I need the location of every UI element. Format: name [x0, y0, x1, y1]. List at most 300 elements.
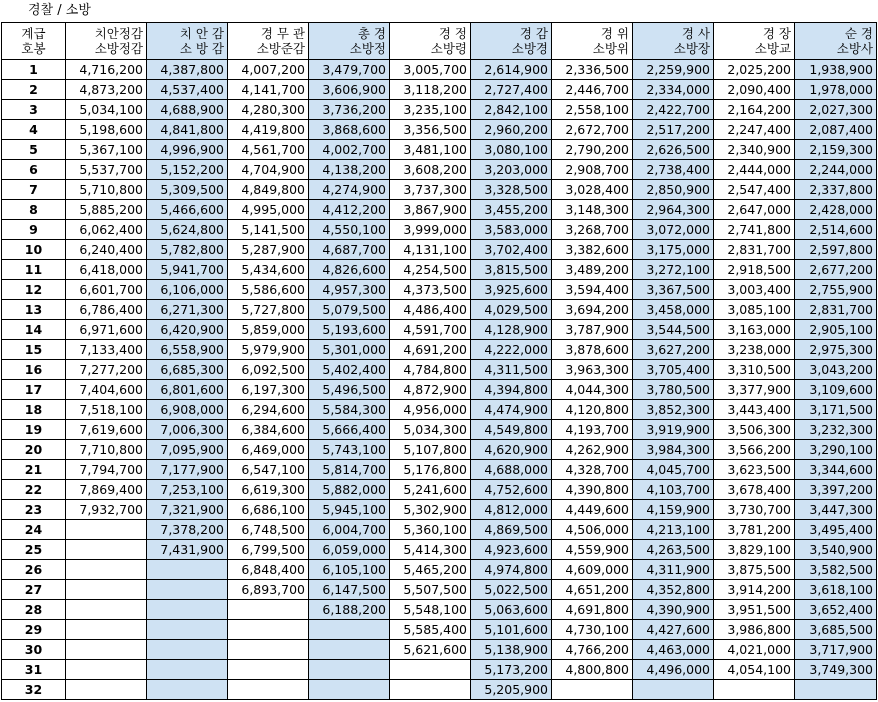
table-row [2, 500, 877, 520]
salary-cell: 5,585,400 [390, 620, 471, 640]
header-rank-2 [147, 23, 228, 60]
salary-cell [147, 680, 228, 700]
header-rank-9 [714, 23, 795, 60]
salary-cell: 3,489,200 [552, 260, 633, 280]
step-cell: 29 [2, 620, 66, 640]
salary-cell: 3,618,100 [795, 580, 877, 600]
salary-cell: 4,826,600 [309, 260, 390, 280]
salary-cell: 7,006,300 [147, 420, 228, 440]
salary-cell: 5,548,100 [390, 600, 471, 620]
salary-cell: 2,647,000 [714, 200, 795, 220]
table-row [2, 320, 877, 340]
salary-cell: 7,794,700 [66, 460, 147, 480]
salary-cell: 2,626,500 [633, 140, 714, 160]
salary-cell: 6,971,600 [66, 320, 147, 340]
salary-cell: 3,878,600 [552, 340, 633, 360]
table-row [2, 640, 877, 660]
salary-cell: 5,743,100 [309, 440, 390, 460]
salary-cell: 2,090,400 [714, 80, 795, 100]
salary-cell: 4,128,900 [471, 320, 552, 340]
salary-cell: 5,666,400 [309, 420, 390, 440]
header-line-2: 소방정 [349, 41, 386, 56]
salary-cell: 7,619,600 [66, 420, 147, 440]
salary-cell: 2,025,200 [714, 60, 795, 80]
salary-cell: 4,373,500 [390, 280, 471, 300]
salary-cell: 4,716,200 [66, 60, 147, 80]
salary-cell: 3,118,200 [390, 80, 471, 100]
salary-cell: 3,736,200 [309, 100, 390, 120]
step-cell: 13 [2, 300, 66, 320]
salary-cell: 5,507,500 [390, 580, 471, 600]
table-row [2, 80, 877, 100]
salary-cell: 7,321,900 [147, 500, 228, 520]
table-row [2, 380, 877, 400]
salary-cell: 7,253,100 [147, 480, 228, 500]
salary-cell: 3,868,600 [309, 120, 390, 140]
salary-cell [147, 640, 228, 660]
salary-cell: 4,550,100 [309, 220, 390, 240]
salary-cell: 4,390,800 [552, 480, 633, 500]
salary-cell: 4,486,400 [390, 300, 471, 320]
salary-cell: 3,272,100 [633, 260, 714, 280]
salary-cell: 6,092,500 [228, 360, 309, 380]
header-rank-5 [390, 23, 471, 60]
salary-cell: 2,558,100 [552, 100, 633, 120]
header-line-1: 경 사 [681, 26, 710, 41]
salary-cell [147, 660, 228, 680]
salary-cell: 4,869,500 [471, 520, 552, 540]
header-line-1: 경 감 [519, 26, 548, 41]
table-row [2, 660, 877, 680]
salary-cell: 3,290,100 [795, 440, 877, 460]
salary-cell: 4,849,800 [228, 180, 309, 200]
salary-cell: 3,367,500 [633, 280, 714, 300]
salary-cell: 5,466,600 [147, 200, 228, 220]
salary-cell: 5,367,100 [66, 140, 147, 160]
salary-cell: 2,514,600 [795, 220, 877, 240]
salary-cell: 4,222,000 [471, 340, 552, 360]
salary-cell: 4,262,900 [552, 440, 633, 460]
salary-cell: 3,566,200 [714, 440, 795, 460]
header-rank-10 [795, 23, 877, 60]
table-row [2, 60, 877, 80]
salary-cell: 4,007,200 [228, 60, 309, 80]
salary-cell: 3,171,500 [795, 400, 877, 420]
table-row [2, 200, 877, 220]
salary-cell: 2,336,500 [552, 60, 633, 80]
header-line-2: 소방준감 [256, 41, 305, 56]
salary-cell: 6,686,100 [228, 500, 309, 520]
table-row [2, 340, 877, 360]
step-cell: 9 [2, 220, 66, 240]
salary-cell [309, 640, 390, 660]
salary-cell: 6,004,700 [309, 520, 390, 540]
header-line-1: 경 장 [762, 26, 791, 41]
salary-cell: 4,688,000 [471, 460, 552, 480]
salary-cell: 6,799,500 [228, 540, 309, 560]
salary-cell: 6,059,000 [309, 540, 390, 560]
salary-cell: 2,850,900 [633, 180, 714, 200]
salary-cell: 5,814,700 [309, 460, 390, 480]
salary-cell: 3,678,400 [714, 480, 795, 500]
salary-cell: 7,431,900 [147, 540, 228, 560]
salary-cell: 4,559,900 [552, 540, 633, 560]
salary-cell: 4,800,800 [552, 660, 633, 680]
salary-cell: 4,463,000 [633, 640, 714, 660]
salary-cell: 3,109,600 [795, 380, 877, 400]
table-body [2, 60, 877, 700]
salary-cell: 2,517,200 [633, 120, 714, 140]
step-cell: 5 [2, 140, 66, 160]
salary-cell: 2,918,500 [714, 260, 795, 280]
header-line-1: 경 무 관 [260, 26, 305, 41]
table-row [2, 440, 877, 460]
salary-cell: 5,859,000 [228, 320, 309, 340]
salary-cell: 4,620,900 [471, 440, 552, 460]
salary-cell [66, 680, 147, 700]
salary-cell: 4,609,000 [552, 560, 633, 580]
salary-cell: 6,786,400 [66, 300, 147, 320]
salary-cell: 5,979,900 [228, 340, 309, 360]
salary-cell: 7,133,400 [66, 340, 147, 360]
salary-cell: 3,544,500 [633, 320, 714, 340]
header-line-2: 소방교 [754, 41, 791, 56]
salary-cell [309, 680, 390, 700]
salary-cell: 3,749,300 [795, 660, 877, 680]
step-cell: 18 [2, 400, 66, 420]
salary-cell: 5,063,600 [471, 600, 552, 620]
step-cell: 16 [2, 360, 66, 380]
salary-cell: 4,784,800 [390, 360, 471, 380]
salary-cell: 4,054,100 [714, 660, 795, 680]
salary-cell: 6,748,500 [228, 520, 309, 540]
salary-cell: 4,691,800 [552, 600, 633, 620]
step-cell: 28 [2, 600, 66, 620]
salary-cell [228, 680, 309, 700]
step-cell: 1 [2, 60, 66, 80]
salary-cell: 3,203,000 [471, 160, 552, 180]
salary-cell: 4,561,700 [228, 140, 309, 160]
salary-cell: 4,002,700 [309, 140, 390, 160]
salary-cell: 3,377,900 [714, 380, 795, 400]
salary-cell: 4,996,900 [147, 140, 228, 160]
salary-cell: 3,310,500 [714, 360, 795, 380]
header-line-2: 소방사 [836, 41, 873, 56]
salary-cell [714, 680, 795, 700]
salary-cell: 4,651,200 [552, 580, 633, 600]
table-row [2, 580, 877, 600]
salary-cell: 4,873,200 [66, 80, 147, 100]
salary-cell: 5,496,500 [309, 380, 390, 400]
step-cell: 31 [2, 660, 66, 680]
salary-cell: 4,141,700 [228, 80, 309, 100]
salary-cell: 4,254,500 [390, 260, 471, 280]
salary-cell: 4,496,000 [633, 660, 714, 680]
salary-cell: 5,727,800 [228, 300, 309, 320]
salary-cell: 5,301,000 [309, 340, 390, 360]
salary-cell: 3,356,500 [390, 120, 471, 140]
salary-cell: 2,842,100 [471, 100, 552, 120]
salary-cell: 3,852,300 [633, 400, 714, 420]
table-row [2, 180, 877, 200]
step-cell: 11 [2, 260, 66, 280]
salary-cell [309, 660, 390, 680]
salary-cell: 5,079,500 [309, 300, 390, 320]
salary-cell: 6,547,100 [228, 460, 309, 480]
step-cell: 27 [2, 580, 66, 600]
salary-cell: 4,841,800 [147, 120, 228, 140]
salary-cell: 3,005,700 [390, 60, 471, 80]
salary-cell [309, 620, 390, 640]
salary-cell: 2,672,700 [552, 120, 633, 140]
salary-cell: 2,247,400 [714, 120, 795, 140]
salary-cell [66, 620, 147, 640]
salary-cell: 3,232,300 [795, 420, 877, 440]
salary-cell: 3,443,400 [714, 400, 795, 420]
header-line-2: 호봉 [21, 41, 46, 56]
salary-cell: 5,584,300 [309, 400, 390, 420]
salary-cell: 5,710,800 [66, 180, 147, 200]
salary-cell: 4,045,700 [633, 460, 714, 480]
salary-cell: 6,848,400 [228, 560, 309, 580]
salary-cell: 4,752,600 [471, 480, 552, 500]
salary-cell: 3,382,600 [552, 240, 633, 260]
salary-cell: 5,198,600 [66, 120, 147, 140]
salary-cell: 3,652,400 [795, 600, 877, 620]
salary-cell: 3,163,000 [714, 320, 795, 340]
salary-cell: 2,340,900 [714, 140, 795, 160]
salary-cell: 3,028,400 [552, 180, 633, 200]
salary-cell: 3,705,400 [633, 360, 714, 380]
salary-cell: 2,614,900 [471, 60, 552, 80]
salary-cell [633, 680, 714, 700]
step-cell: 6 [2, 160, 66, 180]
step-cell: 25 [2, 540, 66, 560]
salary-cell: 2,727,400 [471, 80, 552, 100]
table-row [2, 120, 877, 140]
salary-cell: 4,394,800 [471, 380, 552, 400]
step-cell: 32 [2, 680, 66, 700]
salary-cell: 7,277,200 [66, 360, 147, 380]
salary-cell: 4,044,300 [552, 380, 633, 400]
salary-cell: 4,159,900 [633, 500, 714, 520]
salary-cell: 4,549,800 [471, 420, 552, 440]
header-rank-7 [552, 23, 633, 60]
salary-cell: 6,384,600 [228, 420, 309, 440]
salary-cell: 4,704,900 [228, 160, 309, 180]
header-line-1: 순 경 [844, 26, 873, 41]
salary-cell: 3,175,000 [633, 240, 714, 260]
salary-cell: 2,975,300 [795, 340, 877, 360]
salary-cell: 4,474,900 [471, 400, 552, 420]
salary-cell: 2,908,700 [552, 160, 633, 180]
salary-cell: 4,274,900 [309, 180, 390, 200]
salary-cell: 5,287,900 [228, 240, 309, 260]
salary-cell: 3,867,900 [390, 200, 471, 220]
salary-cell: 6,420,900 [147, 320, 228, 340]
salary-cell: 6,105,100 [309, 560, 390, 580]
salary-cell: 6,558,900 [147, 340, 228, 360]
salary-cell: 3,606,900 [309, 80, 390, 100]
salary-cell: 3,986,800 [714, 620, 795, 640]
salary-cell: 5,885,200 [66, 200, 147, 220]
header-rank-1 [66, 23, 147, 60]
salary-cell [228, 620, 309, 640]
salary-cell: 5,022,500 [471, 580, 552, 600]
step-cell: 12 [2, 280, 66, 300]
salary-cell: 4,995,000 [228, 200, 309, 220]
salary-cell: 4,591,700 [390, 320, 471, 340]
salary-cell: 5,107,800 [390, 440, 471, 460]
salary-cell: 2,547,400 [714, 180, 795, 200]
salary-cell: 4,730,100 [552, 620, 633, 640]
salary-cell: 6,062,400 [66, 220, 147, 240]
salary-cell: 6,418,000 [66, 260, 147, 280]
table-row [2, 160, 877, 180]
salary-cell: 4,280,300 [228, 100, 309, 120]
salary-cell: 7,378,200 [147, 520, 228, 540]
table-row [2, 480, 877, 500]
salary-cell: 4,138,200 [309, 160, 390, 180]
salary-cell: 6,619,300 [228, 480, 309, 500]
header-rank-8 [633, 23, 714, 60]
salary-cell: 6,685,300 [147, 360, 228, 380]
header-line-1: 경 위 [600, 26, 629, 41]
step-cell: 20 [2, 440, 66, 460]
salary-cell: 2,831,700 [795, 300, 877, 320]
salary-cell: 4,506,000 [552, 520, 633, 540]
salary-cell: 3,583,000 [471, 220, 552, 240]
step-cell: 23 [2, 500, 66, 520]
step-cell: 17 [2, 380, 66, 400]
salary-cell: 6,908,000 [147, 400, 228, 420]
step-cell: 24 [2, 520, 66, 540]
table-row [2, 540, 877, 560]
salary-cell: 3,787,900 [552, 320, 633, 340]
salary-cell: 5,586,600 [228, 280, 309, 300]
salary-cell: 3,815,500 [471, 260, 552, 280]
salary-cell: 3,829,100 [714, 540, 795, 560]
salary-cell: 3,999,000 [390, 220, 471, 240]
step-cell: 21 [2, 460, 66, 480]
salary-cell: 3,717,900 [795, 640, 877, 660]
header-line-2: 소방경 [511, 41, 548, 56]
salary-cell: 6,271,300 [147, 300, 228, 320]
header-line-2: 소방장 [673, 41, 710, 56]
salary-cell: 7,932,700 [66, 500, 147, 520]
salary-cell: 4,103,700 [633, 480, 714, 500]
salary-cell: 3,919,900 [633, 420, 714, 440]
salary-cell [66, 560, 147, 580]
salary-cell: 4,449,600 [552, 500, 633, 520]
salary-cell: 3,925,600 [471, 280, 552, 300]
salary-cell: 2,164,200 [714, 100, 795, 120]
salary-cell: 3,072,000 [633, 220, 714, 240]
salary-cell: 1,938,900 [795, 60, 877, 80]
salary-cell: 4,390,900 [633, 600, 714, 620]
salary-cell: 1,978,000 [795, 80, 877, 100]
header-grade-step [2, 23, 66, 60]
salary-table [1, 22, 877, 700]
step-cell: 2 [2, 80, 66, 100]
salary-cell: 4,419,800 [228, 120, 309, 140]
salary-cell: 5,302,900 [390, 500, 471, 520]
salary-cell: 4,766,200 [552, 640, 633, 660]
salary-cell: 5,402,400 [309, 360, 390, 380]
salary-cell [390, 660, 471, 680]
salary-cell: 3,781,200 [714, 520, 795, 540]
salary-cell: 3,963,300 [552, 360, 633, 380]
salary-cell: 2,755,900 [795, 280, 877, 300]
salary-cell [228, 660, 309, 680]
step-cell: 15 [2, 340, 66, 360]
salary-cell [66, 640, 147, 660]
salary-cell: 5,205,900 [471, 680, 552, 700]
header-line-2: 소방위 [592, 41, 629, 56]
salary-cell: 7,404,600 [66, 380, 147, 400]
salary-cell [147, 600, 228, 620]
salary-cell [66, 540, 147, 560]
salary-cell: 4,812,000 [471, 500, 552, 520]
salary-cell [66, 580, 147, 600]
step-cell: 3 [2, 100, 66, 120]
table-row [2, 100, 877, 120]
header-line-1: 치 안 감 [179, 26, 224, 41]
salary-cell: 5,101,600 [471, 620, 552, 640]
salary-cell: 3,582,500 [795, 560, 877, 580]
salary-cell: 2,027,300 [795, 100, 877, 120]
salary-cell: 3,685,500 [795, 620, 877, 640]
salary-cell: 6,147,500 [309, 580, 390, 600]
salary-cell: 5,241,600 [390, 480, 471, 500]
salary-cell: 3,455,200 [471, 200, 552, 220]
salary-cell: 3,984,300 [633, 440, 714, 460]
salary-cell: 4,352,800 [633, 580, 714, 600]
step-cell: 26 [2, 560, 66, 580]
step-cell: 7 [2, 180, 66, 200]
salary-cell: 3,694,200 [552, 300, 633, 320]
step-cell: 19 [2, 420, 66, 440]
salary-cell: 6,294,600 [228, 400, 309, 420]
salary-cell: 6,601,700 [66, 280, 147, 300]
salary-cell: 4,957,300 [309, 280, 390, 300]
salary-cell: 5,034,100 [66, 100, 147, 120]
salary-cell [552, 680, 633, 700]
salary-cell: 6,197,300 [228, 380, 309, 400]
salary-cell: 6,893,700 [228, 580, 309, 600]
salary-cell: 3,344,600 [795, 460, 877, 480]
salary-cell: 2,597,800 [795, 240, 877, 260]
header-line-1: 총 경 [357, 26, 386, 41]
salary-cell [66, 660, 147, 680]
salary-cell: 2,738,400 [633, 160, 714, 180]
table-row [2, 260, 877, 280]
salary-cell: 3,238,000 [714, 340, 795, 360]
salary-cell: 5,782,800 [147, 240, 228, 260]
header-line-1: 경 정 [438, 26, 467, 41]
salary-cell: 3,235,100 [390, 100, 471, 120]
salary-cell [147, 620, 228, 640]
table-row [2, 600, 877, 620]
salary-cell: 2,790,200 [552, 140, 633, 160]
table-row [2, 420, 877, 440]
header-line-2: 소방령 [430, 41, 467, 56]
salary-cell: 5,945,100 [309, 500, 390, 520]
step-cell: 30 [2, 640, 66, 660]
step-cell: 10 [2, 240, 66, 260]
salary-cell: 7,177,900 [147, 460, 228, 480]
table-row [2, 240, 877, 260]
